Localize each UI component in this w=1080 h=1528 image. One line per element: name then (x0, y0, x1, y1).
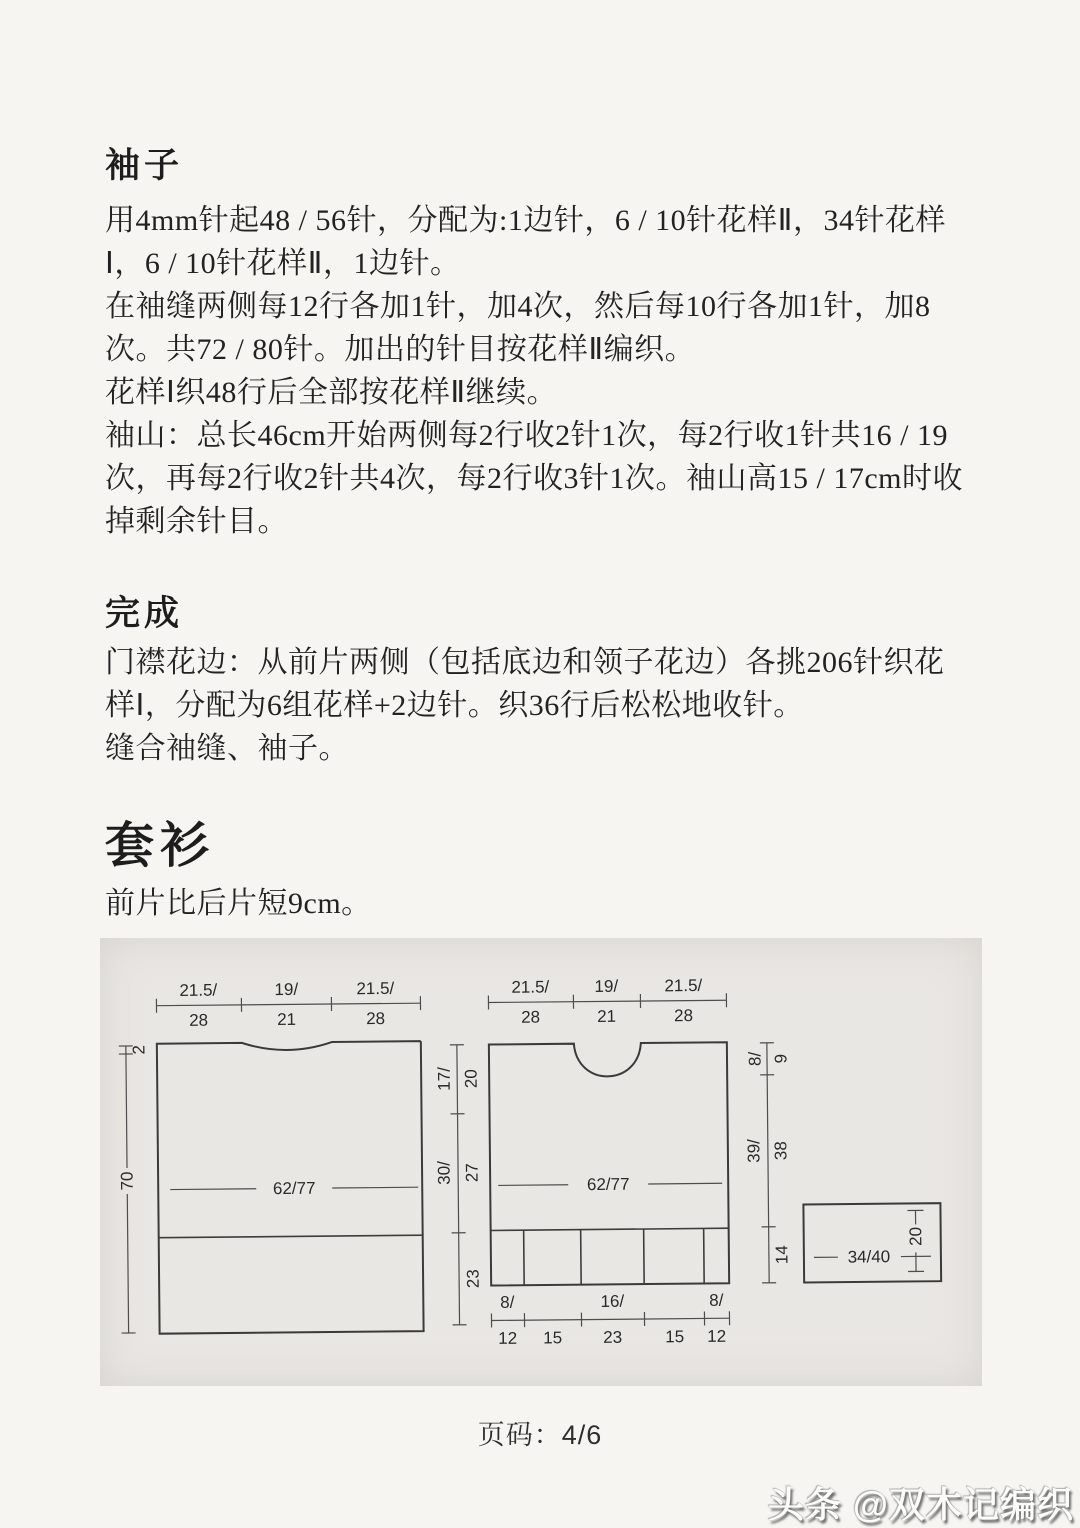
back-hem-line (159, 1235, 423, 1238)
front-bottom-seg-s1: 8/ (500, 1294, 514, 1311)
text-line: 在袖缝两侧每12行各加1针，加4次，然后每10行各加1针，加8 (105, 285, 985, 328)
text-line: 袖山：总长46cm开始两侧每2行收2针1次，每2行收1针共16 / 19 (105, 414, 985, 457)
pullover-section-heading: 套衫 (105, 818, 215, 874)
sleeve-section-text (105, 199, 985, 543)
front-bottom-seg-s2: 15 (665, 1328, 684, 1345)
front-rib-top-line (491, 1228, 729, 1230)
back-yoke-height-s2: 20 (463, 1069, 480, 1088)
schematic-diagram (100, 938, 982, 1386)
back-neck-width-s1: 19/ (274, 981, 298, 998)
front-bottom-seg-s2: 23 (603, 1329, 622, 1346)
finishing-section-text (105, 641, 985, 770)
back-neck-drop-label: 2 (130, 1045, 147, 1055)
front-bottom-seg-s1: 16/ (600, 1293, 624, 1310)
front-shoulder-width-s2: 28 (521, 1009, 540, 1026)
back-shoulder-width-s2: 28 (366, 1010, 385, 1027)
front-bottom-seg-s2: 15 (543, 1329, 562, 1346)
band-height-label: 20 (907, 1227, 924, 1246)
front-bottom-seg-s2: 12 (498, 1330, 517, 1347)
pullover-section-text (105, 882, 985, 925)
back-shoulder-width-s1: 21.5/ (356, 980, 394, 997)
text-line: 次，再每2行收2针共4次，每2行收3针1次。袖山高15 / 17cm时收 (105, 457, 985, 500)
front-shoulder-width-s1: 21.5/ (511, 978, 549, 995)
front-body-height-s2: 38 (772, 1141, 789, 1160)
watermark: 头条 @双木记编织 (768, 1477, 1074, 1528)
back-height-label: 70 (119, 1171, 136, 1190)
front-piece-outline (489, 1042, 729, 1285)
text-line: 花样Ⅰ织48行后全部按花样Ⅱ继续。 (105, 371, 985, 414)
text-line: 缝合袖缝、袖子。 (105, 727, 985, 770)
front-shoulder-width-s1: 21.5/ (664, 977, 702, 994)
back-width-label: 62/77 (273, 1180, 316, 1197)
text-line: 门襟花边：从前片两侧（包括底边和领子花边）各挑206针织花 (105, 641, 985, 684)
back-yoke-height-s1: 17/ (436, 1067, 453, 1091)
page-number: 页码：4/6 (0, 1413, 1080, 1452)
front-neck-depth-s2: 9 (772, 1054, 789, 1064)
front-bottom-seg-s1: 8/ (709, 1292, 723, 1309)
front-bottom-seg-s2: 12 (707, 1328, 726, 1345)
band-width-label: 34/40 (848, 1248, 891, 1265)
front-rib-height: 14 (773, 1245, 790, 1264)
back-hem-height: 23 (465, 1269, 482, 1288)
back-body-height-s2: 27 (463, 1163, 480, 1182)
text-line: 样Ⅰ，分配为6组花样+2边针。织36行后松松地收针。 (105, 684, 985, 727)
text-line: 掉剩余针目。 (105, 500, 985, 543)
back-body-height-s1: 30/ (435, 1161, 452, 1185)
front-neck-width-s1: 19/ (594, 978, 618, 995)
front-neck-depth-s1: 8/ (746, 1052, 763, 1066)
front-shoulder-width-s2: 28 (674, 1007, 693, 1024)
front-body-height-s1: 39/ (745, 1139, 762, 1163)
front-width-label: 62/77 (587, 1176, 630, 1193)
back-shoulder-width-s1: 21.5/ (179, 982, 217, 999)
text-line: 用4mm针起48 / 56针，分配为:1边针，6 / 10针花样Ⅱ，34针花样 (105, 199, 985, 242)
text-line: Ⅰ，6 / 10针花样Ⅱ，1边针。 (105, 242, 985, 285)
back-neck-width-s2: 21 (277, 1011, 296, 1028)
finishing-section-heading: 完成 (105, 594, 183, 634)
front-neck-width-s2: 21 (597, 1008, 616, 1025)
back-shoulder-width-s2: 28 (189, 1012, 208, 1029)
text-line: 前片比后片短9cm。 (105, 882, 985, 925)
sleeve-section-heading: 袖子 (105, 146, 183, 186)
schematic-lines-svg (98, 934, 987, 1392)
text-line: 次。共72 / 80针。加出的针目按花样Ⅱ编织。 (105, 328, 985, 371)
schematic-tilt-wrapper (98, 934, 987, 1392)
